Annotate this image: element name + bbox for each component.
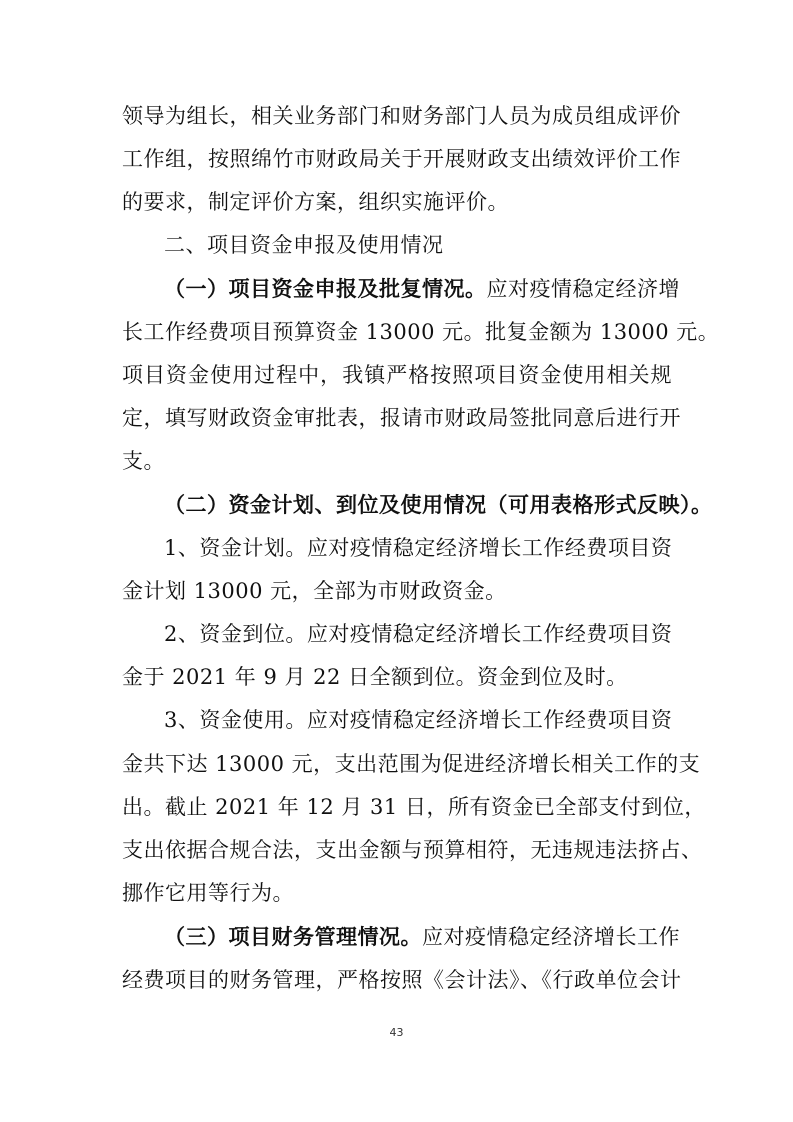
paragraph-line: 金共下达 13000 元，支出范围为促进经济增长相关工作的支 <box>122 752 701 776</box>
paragraph-line: 领导为组长，相关业务部门和财务部门人员为成员组成评价 <box>122 104 681 128</box>
subsection-heading: （二）资金计划、到位及使用情况（可用表格形式反映）。 <box>164 492 713 517</box>
paragraph-line: 金于 2021 年 9 月 22 日全额到位。资金到位及时。 <box>122 665 628 689</box>
paragraph-text: 应对疫情稳定经济增 <box>486 277 680 301</box>
paragraph-line: 挪作它用等行为。 <box>122 881 294 905</box>
paragraph-line: 项目资金使用过程中，我镇严格按照项目资金使用相关规 <box>122 363 672 387</box>
paragraph-line: 定，填写财政资金审批表，报请市财政局签批同意后进行开 <box>122 406 681 430</box>
section-heading: 二、项目资金申报及使用情况 <box>164 233 444 257</box>
paragraph-line <box>164 922 680 952</box>
paragraph-line: 长工作经费项目预算资金 13000 元。批复金额为 13000 元。 <box>122 320 720 344</box>
subsection-heading: （一）项目资金申报及批复情况。 <box>164 276 487 301</box>
paragraph-line: 3、资金使用。应对疫情稳定经济增长工作经费项目资 <box>164 708 673 732</box>
paragraph-line: 工作组，按照绵竹市财政局关于开展财政支出绩效评价工作 <box>122 147 681 171</box>
subsection-heading: （三）项目财务管理情况。 <box>164 924 422 949</box>
paragraph-line: 金计划 13000 元，全部为市财政资金。 <box>122 579 507 603</box>
paragraph-text: 应对疫情稳定经济增长工作 <box>422 925 680 949</box>
paragraph-line: 支。 <box>122 449 165 473</box>
paragraph-line <box>164 274 680 304</box>
page-number: 43 <box>389 1026 404 1039</box>
paragraph-line: 1、资金计划。应对疫情稳定经济增长工作经费项目资 <box>164 536 673 560</box>
paragraph-line: 经费项目的财务管理，严格按照《会计法》、《行政单位会计 <box>122 968 682 992</box>
paragraph-line: 支出依据合规合法，支出金额与预算相符，无违规违法挤占、 <box>122 838 703 862</box>
paragraph-line: 出。截止 2021 年 12 月 31 日，所有资金已全部支付到位， <box>122 795 706 819</box>
paragraph-line: 2、资金到位。应对疫情稳定经济增长工作经费项目资 <box>164 622 673 646</box>
paragraph-line: 的要求，制定评价方案，组织实施评价。 <box>122 190 509 214</box>
